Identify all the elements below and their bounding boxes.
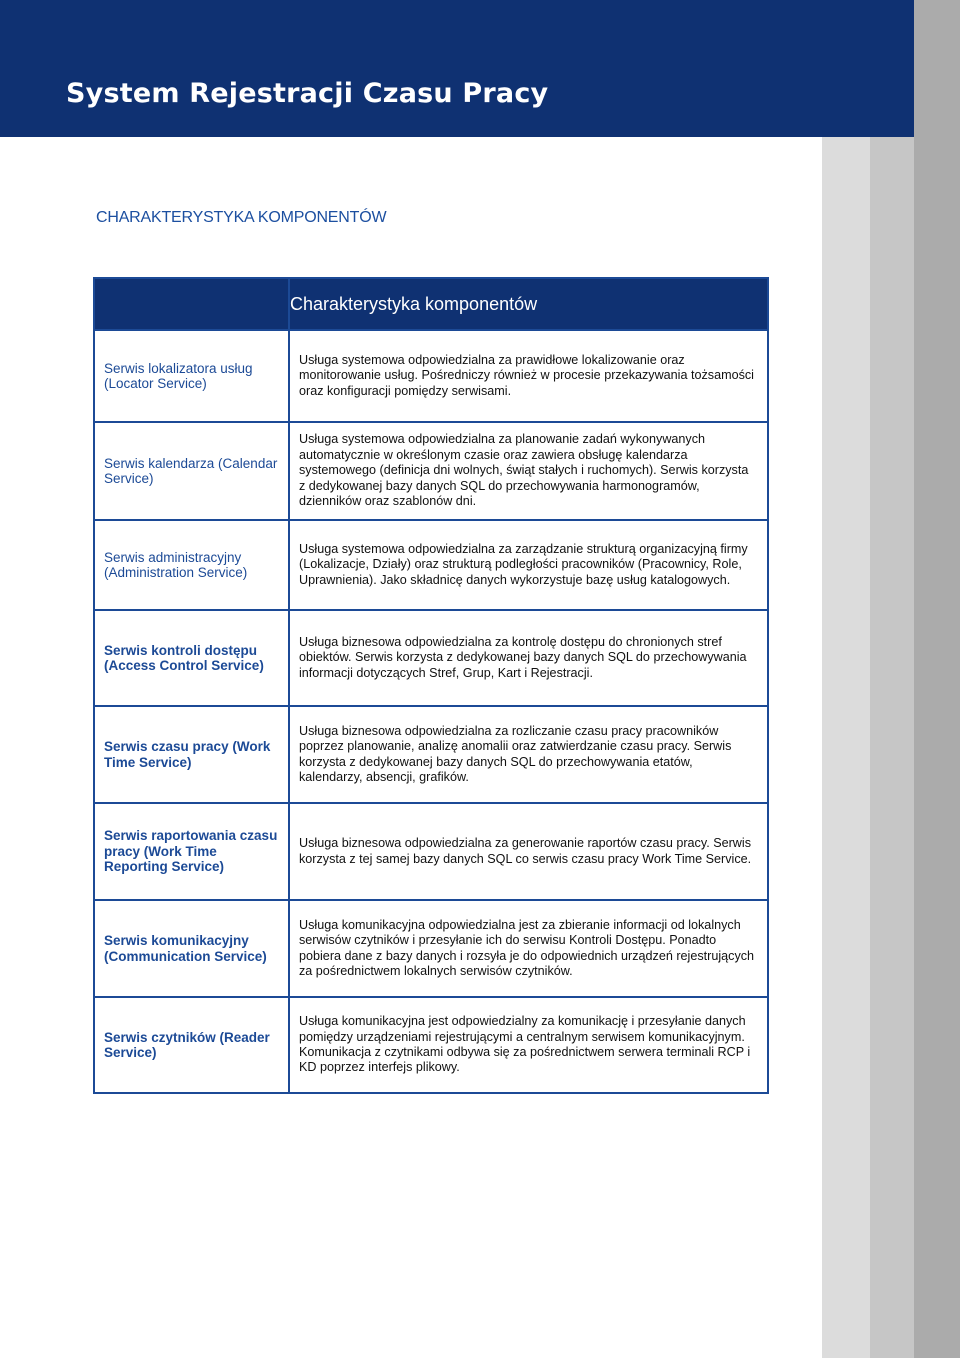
component-name: Serwis czytników (Reader Service) [94,997,289,1093]
component-description: Usługa systemowa odpowiedzialna za planowanie zadań wykonywanych automatycznie w określonym czasie oraz zawiera obsługę kalendarza systemowego (definicja dni wolnych, świąt stałych i ruchomych). Serwis korzysta z dedykowanej bazy danych SQL do przechowywania harmonogramów, dzienników oraz szablonów dni. [289,422,768,520]
component-name: Serwis kontroli dostępu (Access Control Service) [94,610,289,706]
side-decoration-light [822,137,870,1358]
table-row [94,997,768,1093]
table-row [94,803,768,900]
component-name: Serwis komunikacyjny (Communication Service) [94,900,289,997]
table-row [94,520,768,610]
table-row [94,610,768,706]
section-heading: CHARAKTERYSTYKA KOMPONENTÓW [96,209,387,226]
component-description: Usługa biznesowa odpowiedzialna za kontrolę dostępu do chronionych stref obiektów. Serwis korzysta z dedykowanej bazy danych SQL do przechowywania informacji dotyczących Stref, Grup, Kart i Rejestracji. [289,610,768,706]
side-decoration-dark [914,0,960,1358]
component-description: Usługa komunikacyjna jest odpowiedzialny za komunikację i przesyłanie danych pomiędzy urządzeniami rejestrującymi a centralnym serwisem komunikacyjnym. Komunikacja z czytnikami odbywa się za pośrednictwem serwera terminali RCP i KD poprzez interfejs plikowy. [289,997,768,1093]
component-description: Usługa komunikacyjna odpowiedzialna jest za zbieranie informacji od lokalnych serwisów czytników i przesyłanie ich do serwisu Kontroli Dostępu. Ponadto pobiera dane z bazy danych i rozsyła je do odpowiednich urządzeń rejestrujących za pośrednictwem lokalnych serwisów czytników. [289,900,768,997]
table-header-row [94,278,768,330]
table-header-spacer [94,278,289,330]
table-title-text: Charakterystyka komponentów [290,293,538,314]
component-name: Serwis administracyjny (Administration Service) [94,520,289,610]
component-description: Usługa systemowa odpowiedzialna za zarządzanie strukturą organizacyjną firmy (Lokalizacje, Działy) oraz strukturą podległości pracowników (Pracownicy, Role, Uprawnienia). Jako składnicę danych wykorzystuje bazę usług katalogowych. [289,520,768,610]
page-title: System Rejestracji Czasu Pracy [66,78,549,109]
table-row [94,706,768,803]
component-name: Serwis raportowania czasu pracy (Work Time Reporting Service) [94,803,289,900]
component-name: Serwis lokalizatora usług (Locator Service) [94,330,289,422]
header-bar [0,0,914,137]
side-decoration-mid [870,137,914,1358]
component-description: Usługa biznesowa odpowiedzialna za rozliczanie czasu pracy pracowników poprzez planowanie, analizę anomalii oraz zatwierdzanie czasu pracy. Serwis korzysta z dedykowanej bazy danych SQL do przechowywania etatów, kalendarzy, absencji, grafików. [289,706,768,803]
component-name: Serwis czasu pracy (Work Time Service) [94,706,289,803]
component-name: Serwis kalendarza (Calendar Service) [94,422,289,520]
component-description: Usługa biznesowa odpowiedzialna za generowanie raportów czasu pracy. Serwis korzysta z tej samej bazy danych SQL co serwis czasu pracy Work Time Service. [289,803,768,900]
component-description: Usługa systemowa odpowiedzialna za prawidłowe lokalizowanie oraz monitorowanie usług. Pośredniczy również w procesie przekazywania tożsamości oraz konfiguracji pomiędzy serwisami. [289,330,768,422]
table-row [94,900,768,997]
table-row [94,330,768,422]
table-row [94,422,768,520]
table-title [289,278,768,330]
components-table [93,277,769,1094]
